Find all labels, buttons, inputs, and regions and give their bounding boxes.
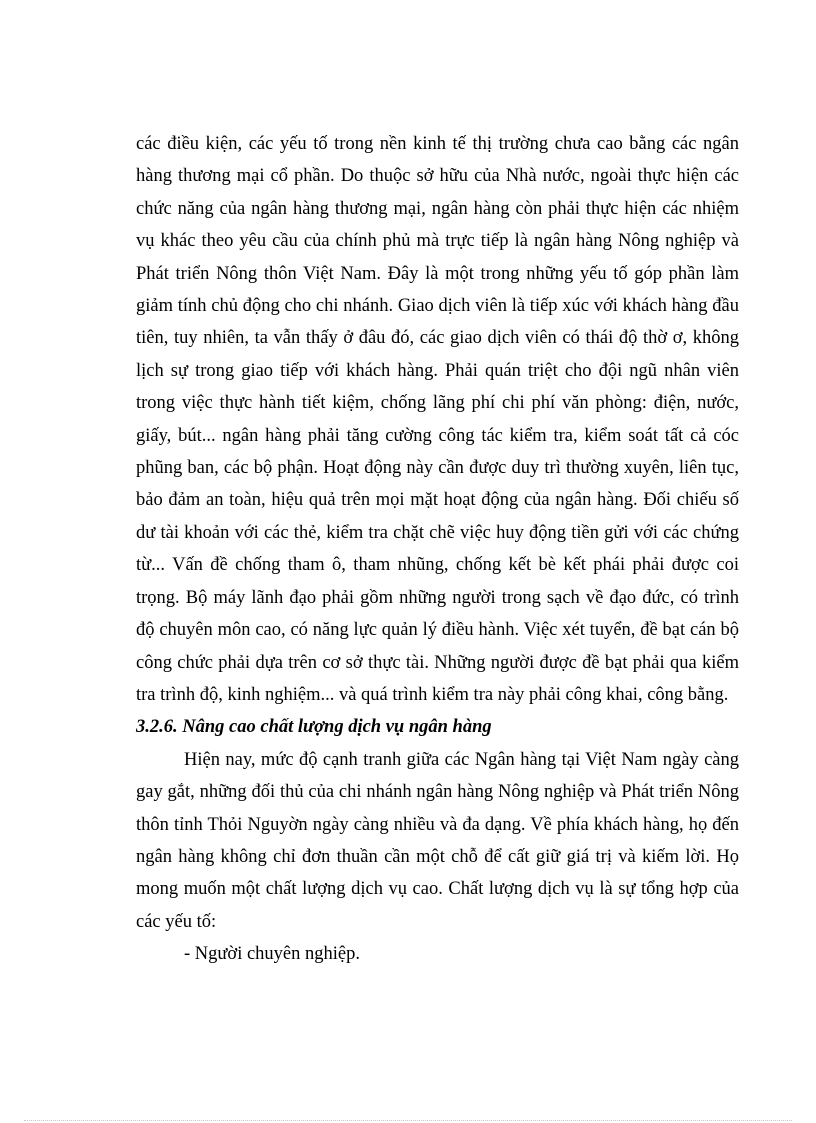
- page-bottom-divider: [24, 1120, 792, 1121]
- paragraph-continuation: các điều kiện, các yếu tố trong nền kinh tế thị trường chưa cao bằng các ngân hàng thương mại cổ phần. Do thuộc sở hữu của Nhà nước, ngoài thực hiện các chức năng của ngân hàng thương mại, ngân hàng còn phải thực hiện các nhiệm vụ khác theo yêu cầu của chính phủ mà trực tiếp là ngân hàng Nông nghiệp và Phát triển Nông thôn Việt Nam. Đây là một trong những yếu tố góp phần làm giảm tính chủ động cho chi nhánh. Giao dịch viên là tiếp xúc với khách hàng đầu tiên, tuy nhiên, ta vẫn thấy ở đâu đó, các giao dịch viên có thái độ thờ ơ, không lịch sự trong giao tiếp với khách hàng. Phải quán triệt cho đội ngũ nhân viên trong việc thực hành tiết kiệm, chống lãng phí chi phí văn phòng: điện, nước, giấy, bút... ngân hàng phải tăng cường công tác kiểm tra, kiểm soát tất cả cóc phũng ban, các bộ phận. Hoạt động này cần được duy trì thường xuyên, liên tục, bảo đảm an toàn, hiệu quả trên mọi mặt hoạt động của ngân hàng. Đối chiếu số dư tài khoản với các thẻ, kiểm tra chặt chẽ việc huy động tiền gửi với các chứng từ... Vấn đề chống tham ô, tham nhũng, chống kết bè kết phái phải được coi trọng. Bộ máy lãnh đạo phải gồm những người trong sạch về đạo đức, có trình độ chuyên môn cao, có năng lực quản lý điều hành. Việc xét tuyển, đề bạt cán bộ công chức phải dựa trên cơ sở thực tài. Những người được đề bạt phải qua kiểm tra trình độ, kinh nghiệm... và quá trình kiểm tra này phải công khai, công bằng.: [136, 134, 739, 705]
- section-heading: 3.2.6. Nâng cao chất lượng dịch vụ ngân hàng: [136, 717, 492, 738]
- bullet-item: - Người chuyên nghiệp.: [184, 944, 360, 965]
- body-text: [136, 128, 739, 971]
- paragraph-intro: Hiện nay, mức độ cạnh tranh giữa các Ngân hàng tại Việt Nam ngày càng gay gắt, những đối thủ của chi nhánh ngân hàng Nông nghiệp và Phát triển Nông thôn tỉnh Thỏi Nguyờn ngày càng nhiều và đa dạng. Về phía khách hàng, họ đến ngân hàng không chỉ đơn thuần cần một chỗ để cất giữ giá trị và kiếm lời. Họ mong muốn một chất lượng dịch vụ cao. Chất lượng dịch vụ là sự tổng hợp của các yếu tố:: [136, 749, 739, 932]
